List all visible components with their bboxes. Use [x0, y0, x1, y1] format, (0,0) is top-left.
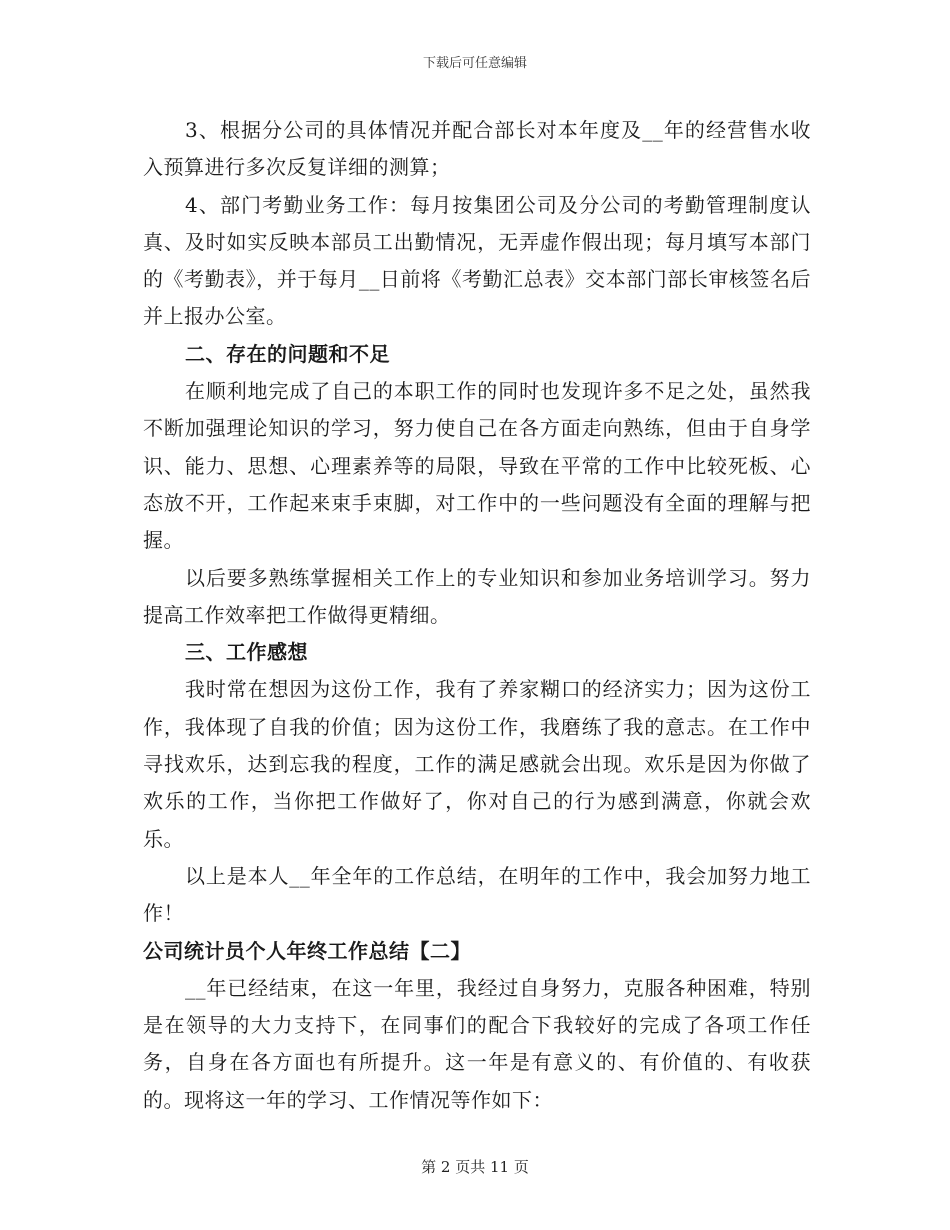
document-body — [143, 112, 811, 1119]
paragraph-shortcomings: 在顺利地完成了自己的本职工作的同时也发现许多不足之处，虽然我不断加强理论知识的学习，努力使自己在各方面走向熟练，但由于自身学识、能力、思想、心理素养等的局限，导致在平常的工作中比较死板、心态放不开，工作起来束手束脚，对工作中的一些问题没有全面的理解与把握。 — [143, 379, 811, 553]
page-footer-pagination: 第 2 页共 11 页 — [421, 1158, 529, 1176]
paragraph-reflections: 我时常在想因为这份工作，我有了养家糊口的经济实力；因为这份工作，我体现了自我的价值；因为这份工作，我磨练了我的意志。在工作中寻找欢乐，达到忘我的程度，工作的满足感就会出现。欢乐是因为你做了欢乐的工作，当你把工作做好了，你对自己的行为感到满意，你就会欢乐。 — [143, 677, 811, 851]
paragraph-part-two-intro: __年已经结束，在这一年里，我经过自身努力，克服各种困难，特别是在领导的大力支持下，在同事们的配合下我较好的完成了各项工作任务，自身在各方面也有所提升。这一年是有意义的、有价值的、有收获的。现将这一年的学习、工作情况等作如下： — [143, 975, 811, 1112]
section-heading-problems: 二、存在的问题和不足 — [185, 341, 390, 366]
paragraph-improvement-plan: 以后要多熟练掌握相关工作上的专业知识和参加业务培训学习。努力提高工作效率把工作做得更精细。 — [143, 565, 811, 627]
page-header: 下载后可任意编辑 — [422, 56, 527, 71]
paragraph-item-4-attendance: 4、部门考勤业务工作：每月按集团公司及分公司的考勤管理制度认真、及时如实反映本部员工出勤情况，无弄虚作假出现；每月填写本部门的《考勤表》，并于每月__日前将《考勤汇总表》交本部门部长审核签名后并上报办公室。 — [143, 192, 811, 329]
paragraph-conclusion: 以上是本人__年全年的工作总结，在明年的工作中，我会加努力地工作！ — [143, 863, 811, 926]
paragraph-item-3-forecast: 3、根据分公司的具体情况并配合部长对本年度及__年的经营售水收入预算进行多次反复详细的测算； — [143, 118, 811, 180]
document-title-part-two: 公司统计员个人年终工作总结【二】 — [143, 938, 471, 963]
section-heading-reflections: 三、工作感想 — [185, 640, 308, 665]
